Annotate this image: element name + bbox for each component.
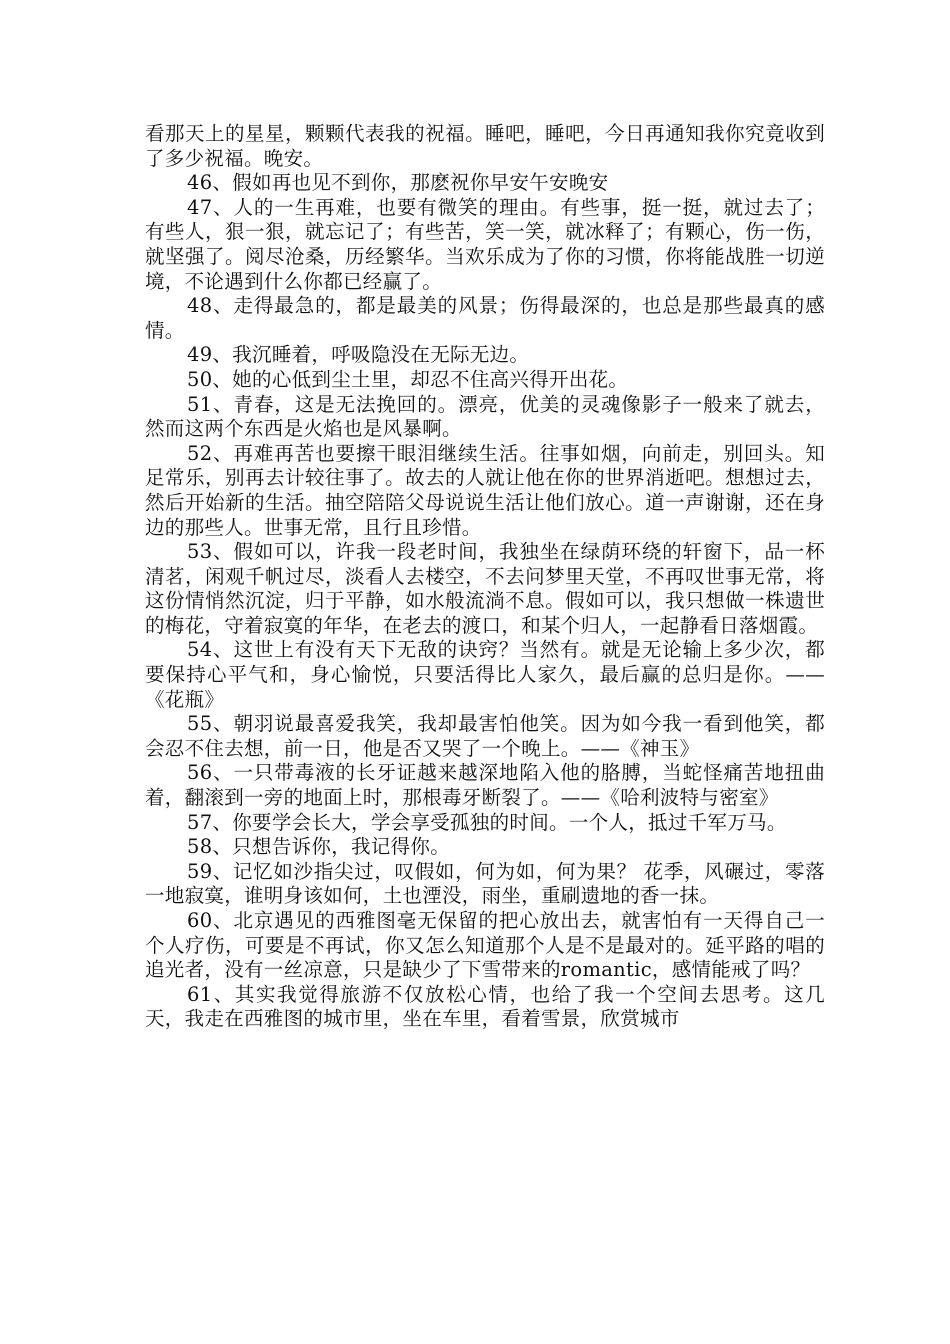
paragraph: 49、我沉睡着，呼吸隐没在无际无边。: [187, 343, 530, 367]
paragraph: 57、你要学会长大，学会享受孤独的时间。一个人，抵过千军万马。: [187, 810, 787, 834]
paragraph: 48、走得最急的，都是最美的风景；伤得最深的，也总是那些最真的感情。: [145, 294, 825, 342]
paragraph: 47、人的一生再难，也要有微笑的理由。有些事，挺一挺，就过去了；有些人，狠一狠，就忘记了；有些苦，笑一笑，就冰释了；有颗心，伤一伤，就坚强了。阅尽沧桑，历经繁华。当欢乐成为了你的习惯，你将能战胜一切逆境，不论遇到什么你都已经赢了。: [145, 195, 825, 293]
paragraph: 51、青春，这是无法挽回的。漂亮，优美的灵魂像影子一般来了就去，然而这两个东西是火焰也是风暴啊。: [145, 392, 825, 441]
paragraph: 56、一只带毒液的长牙证越来越深地陷入他的胳膊，当蛇怪痛苦地扭曲着，翻滚到一旁的地面上时，那根毒牙断裂了。——《哈利波特与密室》: [145, 761, 825, 810]
paragraph: 55、朝羽说最喜爱我笑，我却最害怕他笑。因为如今我一看到他笑，都会忍不住去想，前一日，他是否又哭了一个晚上。——《神玉》: [145, 712, 825, 760]
paragraph: 54、这世上有没有天下无敌的诀窍？当然有。就是无论输上多少次，都要保持心平气和，身心愉悦，只要活得比人家久，最后赢的总归是你。——《花瓶》: [145, 638, 825, 711]
paragraph: 61、其实我觉得旅游不仅放松心情，也给了我一个空间去思考。这几天，我走在西雅图的城市里，坐在车里，看着雪景，欣赏城市: [145, 982, 825, 1031]
paragraph: 50、她的心低到尘土里，却忍不住高兴得开出花。: [187, 367, 629, 391]
paragraph: 58、只想告诉你，我记得你。: [187, 835, 451, 859]
paragraph: 59、记忆如沙指尖过，叹假如，何为如，何为果？ 花季，风碾过，零落一地寂寞，谁明身该如何，土也湮没，雨坐，重刷遗地的香一抹。: [145, 859, 825, 908]
paragraph: 60、北京遇见的西雅图毫无保留的把心放出去，就害怕有一天得自己一个人疗伤，可要是不再试，你又怎么知道那个人是不是最对的。延平路的唱的追光者，没有一丝凉意，只是缺少了下雪带来的romantic，感情能戒了吗？: [145, 909, 825, 982]
paragraph: 52、再难再苦也要擦干眼泪继续生活。往事如烟，向前走，别回头。知足常乐，别再去计较往事了。故去的人就让他在你的世界消逝吧。想想过去，然后开始新的生活。抽空陪陪父母说说生活让他们放心。道一声谢谢，还在身边的那些人。世事无常，且行且珍惜。: [145, 441, 825, 539]
paragraph: 看那天上的星星，颗颗代表我的祝福。睡吧，睡吧，今日再通知我你究竟收到了多少祝福。晚安。: [145, 122, 825, 170]
body-text: [145, 122, 825, 1032]
paragraph: 53、假如可以，许我一段老时间，我独坐在绿荫环绕的轩窗下，品一杯清茗，闲观千帆过尽，淡看人去楼空，不去问梦里天堂，不再叹世事无常，将这份情悄然沉淀，归于平静，如水般流淌不息。假如可以，我只想做一株遗世的梅花，守着寂寞的年华，在老去的渡口，和某个归人，一起静看日落烟霞。: [145, 540, 825, 637]
paragraph: 46、假如再也见不到你，那麽祝你早安午安晚安: [187, 171, 609, 195]
